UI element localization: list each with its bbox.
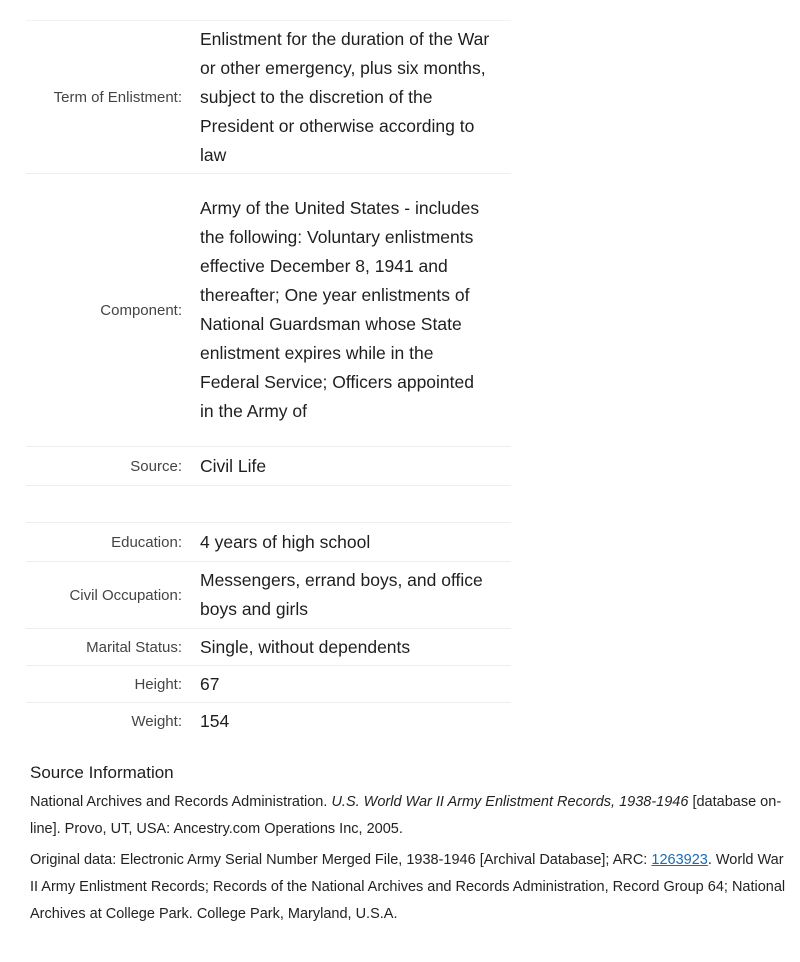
record-value: 154 — [200, 710, 230, 731]
record-value: 67 — [200, 673, 220, 694]
citation-text: National Archives and Records Administration. — [30, 794, 332, 810]
enlistment-record-table — [26, 20, 511, 739]
source-information-title: Source Information — [30, 763, 174, 782]
record-row-marital-status — [26, 628, 511, 665]
section-spacer — [26, 485, 511, 522]
citation-text: . World War II Army Enlistment Records; Records of the National Archives and Records Administration, Record Group 64; National Archives at College Park. College Park, Maryland, U.S.A. — [30, 852, 786, 922]
record-label: Height: — [134, 675, 182, 693]
record-value: Civil Life — [200, 455, 267, 476]
record-value: 4 years of high school — [200, 531, 371, 552]
record-row-height — [26, 665, 511, 702]
record-row-term-of-enlistment — [26, 20, 511, 173]
record-label: Component: — [100, 301, 182, 319]
record-label: Weight: — [131, 712, 182, 730]
database-citation — [30, 789, 790, 843]
original-data-citation — [30, 847, 790, 928]
source-information — [30, 763, 790, 928]
record-value: Messengers, errand boys, and office boys and girls — [200, 570, 483, 619]
record-label: Education: — [111, 533, 182, 551]
record-row-weight — [26, 702, 511, 739]
record-row-component — [26, 173, 511, 446]
record-value: Army of the United States - includes the following: Voluntary enlistments effective December 8, 1941 and thereafter; One year enlistments of National Guardsman whose State enlistment expires while in the Federal Service; Officers appointed in the Army of — [200, 198, 480, 421]
citation-text: Original data: Electronic Army Serial Number Merged File, 1938-1946 [Archival Database]; ARC: — [30, 852, 652, 868]
record-label: Civil Occupation: — [69, 586, 182, 604]
record-label: Term of Enlistment: — [53, 88, 182, 106]
arc-link[interactable]: 1263923 — [651, 852, 708, 868]
citation-text: [database on-line]. Provo, UT, USA: Ancestry.com Operations Inc, 2005. — [30, 794, 782, 837]
record-row-civil-occupation — [26, 561, 511, 628]
record-value: Single, without dependents — [200, 636, 411, 657]
record-value: Enlistment for the duration of the War or other emergency, plus six months, subject to the discretion of the President or otherwise according to law — [200, 28, 490, 165]
record-label: Marital Status: — [86, 638, 182, 656]
database-title: U.S. World War II Army Enlistment Records, 1938-1946 — [331, 794, 689, 810]
record-row-education — [26, 522, 511, 561]
record-row-source — [26, 446, 511, 485]
record-label: Source: — [130, 457, 182, 475]
